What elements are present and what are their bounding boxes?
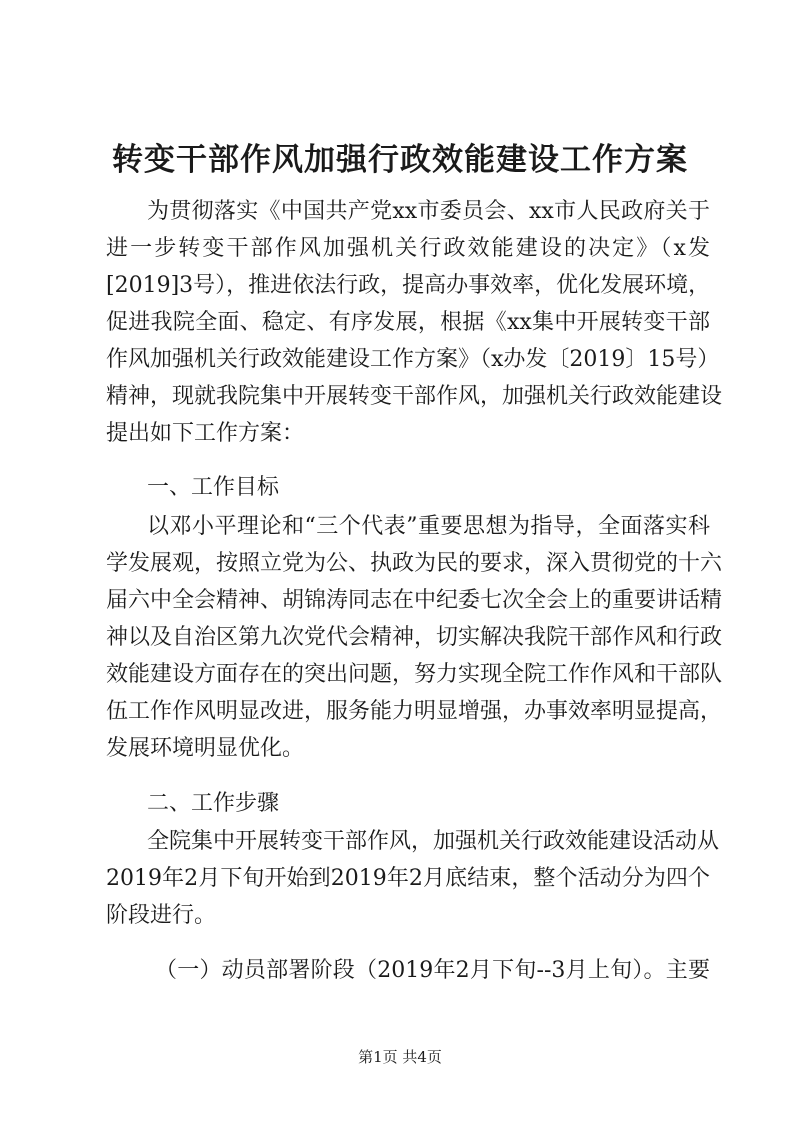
paragraph-line: 神以及自治区第九次党代会精神，切实解决我院干部作风和行政 [106,625,723,650]
paragraph-line: 效能建设方面存在的突出问题，努力实现全院工作作风和干部队 [106,662,723,687]
paragraph-line: [2019]3号），推进依法行政，提高办事效率，优化发展环境， [106,273,711,298]
paragraph-line: 届六中全会精神、胡锦涛同志在中纪委七次全会上的重要讲话精 [106,588,723,613]
paragraph-line: 2019年2月下旬开始到2019年2月底结束，整个活动分为四个 [106,866,710,891]
paragraph-line: 提出如下工作方案： [106,421,305,446]
paragraph-line: 促进我院全面、稳定、有序发展，根据《xx集中开展转变干部 [106,310,710,335]
page-number-footer: 第1页 共4页 [358,1048,442,1066]
paragraph-line: 阶段进行。 [106,903,217,928]
section-heading: 一、工作目标 [147,475,280,500]
document-title: 转变干部作风加强行政效能建设工作方案 [112,142,688,178]
paragraph-line: 为贯彻落实《中国共产党xx市委员会、xx市人民政府关于 [147,199,710,224]
paragraph-line: 伍工作作风明显改进，服务能力明显增强，办事效率明显提高， [106,699,723,724]
paragraph-line: 精神，现就我院集中开展转变干部作风，加强机关行政效能建设 [106,384,723,409]
paragraph-line: 发展环境明显优化。 [106,736,305,761]
paragraph-line: 学发展观，按照立党为公、执政为民的要求，深入贯彻党的十六 [106,551,723,576]
paragraph-line: 进一步转变干部作风加强机关行政效能建设的决定》（x发 [106,236,710,261]
paragraph-line: 作风加强机关行政效能建设工作方案》（x办发〔2019〕15号） [106,347,720,372]
paragraph-line: 以邓小平理论和“三个代表”重要思想为指导，全面落实科 [147,514,710,539]
paragraph-line: （一）动员部署阶段（2019年2月下旬--3月上旬）。主要 [155,958,710,983]
section-heading: 二、工作步骤 [147,791,280,816]
paragraph-line: 全院集中开展转变干部作风，加强机关行政效能建设活动从 [147,829,720,854]
